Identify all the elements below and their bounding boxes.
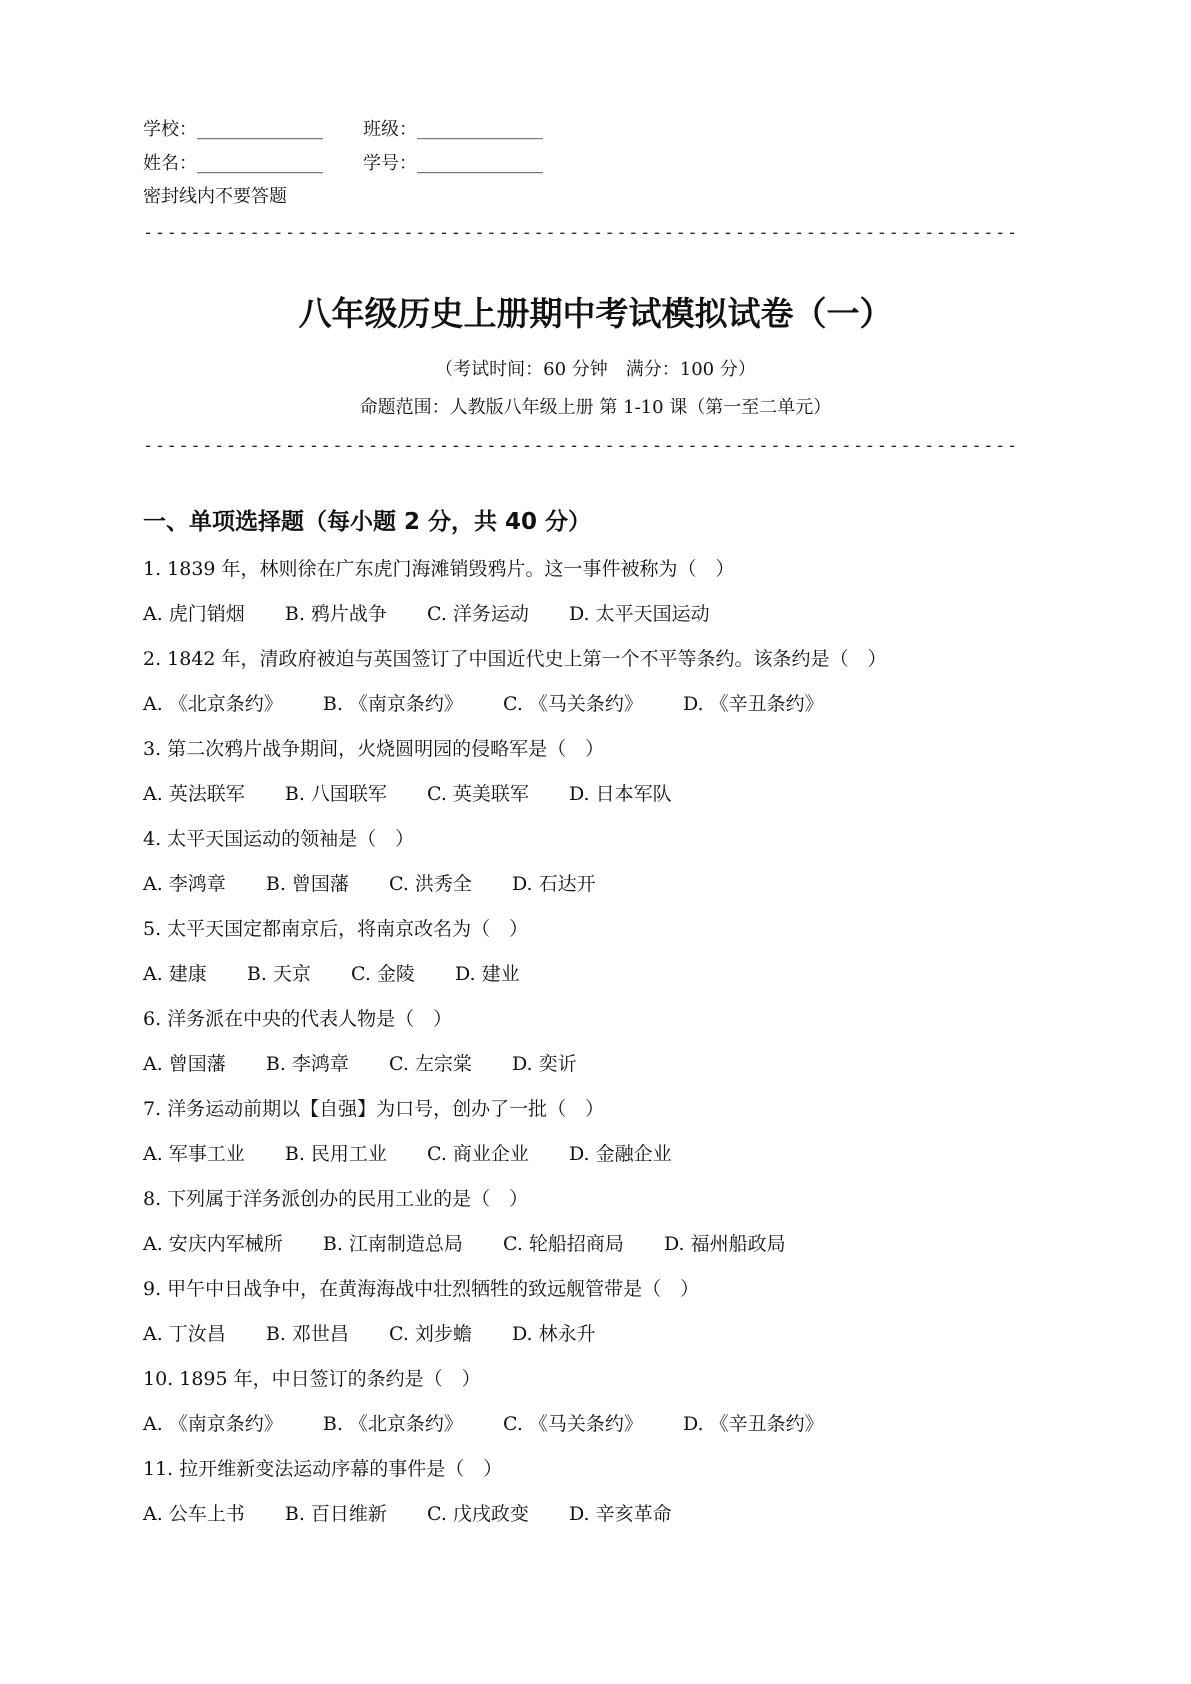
question-stem: 11. 拉开维新变法运动序幕的事件是（ ）	[143, 1458, 503, 1480]
option-a: A. 《北京条约》	[143, 693, 283, 715]
question-stem: 5. 太平天国定都南京后，将南京改名为（ ）	[143, 918, 529, 940]
option-c: C. 左宗棠	[388, 1053, 472, 1075]
question-stem: 4. 太平天国运动的领袖是（ ）	[143, 828, 415, 850]
question-options	[143, 869, 1063, 899]
option-c: C. 刘步蟾	[388, 1323, 472, 1345]
info-row-2	[143, 152, 543, 176]
question-3	[143, 734, 1063, 824]
option-b: B. 民用工业	[284, 1143, 387, 1165]
option-b: B. 《南京条约》	[322, 693, 463, 715]
option-a: A. 英法联军	[143, 783, 245, 805]
question-stem: 10. 1895 年，中日签订的条约是（ ）	[143, 1368, 481, 1390]
option-b: B. 八国联军	[284, 783, 387, 805]
question-options	[143, 1229, 1063, 1259]
option-d: D. 林永升	[511, 1323, 596, 1345]
option-c: C. 轮船招商局	[502, 1233, 624, 1255]
option-a: A. 曾国藩	[143, 1053, 226, 1075]
option-c: C. 洋务运动	[426, 603, 529, 625]
question-10	[143, 1364, 1063, 1454]
option-a: A. 李鸿章	[143, 873, 226, 895]
option-d: D. 日本军队	[568, 783, 672, 805]
option-b: B. 李鸿章	[265, 1053, 349, 1075]
option-a: A. 丁汝昌	[143, 1323, 226, 1345]
question-options	[143, 959, 1063, 989]
section-title: 一、单项选择题（每小题 2 分，共 40 分）	[143, 509, 592, 535]
header-dash-line: --------------------------------------------------------------------------	[143, 436, 1019, 456]
question-options	[143, 1139, 1063, 1169]
question-options	[143, 779, 1063, 809]
question-options	[143, 1409, 1063, 1439]
question-stem: 6. 洋务派在中央的代表人物是（ ）	[143, 1008, 453, 1030]
question-stem: 9. 甲午中日战争中，在黄海海战中壮烈牺牲的致远舰管带是（ ）	[143, 1278, 700, 1300]
option-d: D. 《辛丑条约》	[682, 693, 824, 715]
question-2	[143, 644, 1063, 734]
question-5	[143, 914, 1063, 1004]
option-d: D. 《辛丑条约》	[682, 1413, 824, 1435]
question-stem: 7. 洋务运动前期以【自强】为口号，创办了一批（ ）	[143, 1098, 605, 1120]
question-stem: 8. 下列属于洋务派创办的民用工业的是（ ）	[143, 1188, 529, 1210]
exam-info: （考试时间：60 分钟 满分：100 分）	[435, 359, 756, 380]
name-field: 姓名：______________	[143, 153, 323, 174]
option-d: D. 奕䜣	[511, 1053, 577, 1075]
question-7	[143, 1094, 1063, 1184]
option-d: D. 太平天国运动	[568, 603, 710, 625]
class-field: 班级：______________	[363, 119, 543, 140]
option-c: C. 英美联军	[426, 783, 529, 805]
question-options	[143, 689, 1063, 719]
option-c: C. 商业企业	[426, 1143, 529, 1165]
option-d: D. 福州船政局	[663, 1233, 786, 1255]
question-options	[143, 1499, 1063, 1529]
option-a: A. 公车上书	[143, 1503, 245, 1525]
option-c: C. 洪秀全	[388, 873, 472, 895]
question-1	[143, 554, 1063, 644]
school-field: 学校：______________	[143, 119, 323, 140]
option-b: B. 江南制造总局	[322, 1233, 463, 1255]
option-d: D. 辛亥革命	[568, 1503, 672, 1525]
option-a: A. 建康	[143, 963, 207, 985]
option-d: D. 金融企业	[568, 1143, 672, 1165]
option-b: B. 《北京条约》	[322, 1413, 463, 1435]
question-9	[143, 1274, 1063, 1364]
option-a: A. 虎门销烟	[143, 603, 245, 625]
question-4	[143, 824, 1063, 914]
seal-dash-line: --------------------------------------------------------------------------	[143, 223, 1019, 243]
question-options	[143, 599, 1063, 629]
option-b: B. 百日维新	[284, 1503, 387, 1525]
question-options	[143, 1049, 1063, 1079]
option-b: B. 曾国藩	[265, 873, 349, 895]
option-b: B. 鸦片战争	[284, 603, 387, 625]
question-stem: 1. 1839 年，林则徐在广东虎门海滩销毁鸦片。这一事件被称为（ ）	[143, 558, 735, 580]
info-row-1	[143, 118, 543, 142]
page-title: 八年级历史上册期中考试模拟试卷（一）	[298, 294, 893, 333]
option-d: D. 建业	[454, 963, 520, 985]
question-list	[143, 554, 1063, 1544]
option-c: C. 《马关条约》	[502, 1413, 643, 1435]
seal-line-notice: 密封线内不要答题	[143, 186, 287, 207]
option-a: A. 军事工业	[143, 1143, 245, 1165]
question-options	[143, 1319, 1063, 1349]
question-6	[143, 1004, 1063, 1094]
option-c: C. 金陵	[350, 963, 415, 985]
option-b: B. 天京	[246, 963, 311, 985]
option-a: A. 安庆内军械所	[143, 1233, 283, 1255]
number-field: 学号：______________	[363, 153, 543, 174]
option-a: A. 《南京条约》	[143, 1413, 283, 1435]
option-b: B. 邓世昌	[265, 1323, 349, 1345]
option-c: C. 戊戌政变	[426, 1503, 529, 1525]
question-stem: 3. 第二次鸦片战争期间，火烧圆明园的侵略军是（ ）	[143, 738, 605, 760]
question-8	[143, 1184, 1063, 1274]
option-d: D. 石达开	[511, 873, 596, 895]
option-c: C. 《马关条约》	[502, 693, 643, 715]
exam-scope: 命题范围：人教版八年级上册 第 1-10 课（第一至二单元）	[359, 397, 832, 418]
question-stem: 2. 1842 年，清政府被迫与英国签订了中国近代史上第一个不平等条约。该条约是（ ）	[143, 648, 887, 670]
question-11	[143, 1454, 1063, 1544]
